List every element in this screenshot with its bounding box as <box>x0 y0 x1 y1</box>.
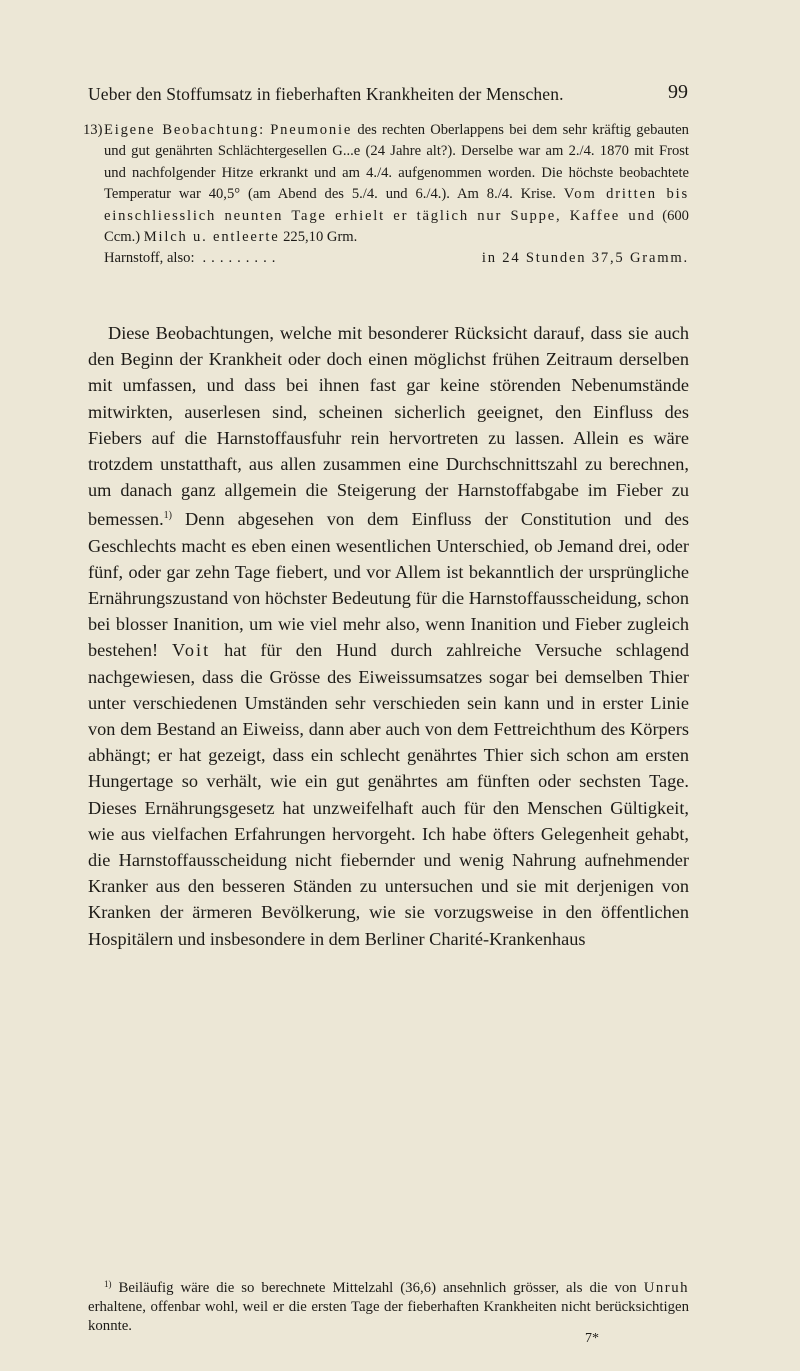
paragraph-text: hat für den Hund durch zahlreiche Versuche schlagend nachgewiesen, dass die Grösse des Eiweissumsatzes sogar bei demselben Thier unter verschiedenen Umständen sehr verschieden sein kann und in erster Linie von dem Bestand an Eiweiss, dann aber auch von dem Fettreichthum des Körpers abhängt; er hat gezeigt, dass ein schlecht genährtes Thier sich schon am ersten Hungertage so verhält, wie ein gut genährtes am fünften oder sechsten Tage. Dieses Ernährungsgesetz hat unzweifelhaft auch für den Menschen Gültigkeit, wie aus vielfachen Erfahrungen hervorgeht. Ich habe öfters Gelegenheit gehabt, die Harnstoffausscheidung nicht fiebernder und wenig Nahrung aufnehmender Kranker aus den besseren Ständen zu untersuchen und sie mit derjenigen von Kranken der ärmeren Bevölkerung, wie sie vorzugsweise in den öffentlichen Hospitälern und insbesondere in dem Berliner Charité-Krankenhaus <box>88 640 689 949</box>
footnote-text: Beiläufig wäre die so berechnete Mittelzahl (36,6) ansehnlich grösser, als die von <box>111 1280 637 1296</box>
observation-diet-2: Milch u. entleerte <box>143 229 280 246</box>
paragraph-text: Diese Beobachtungen, welche mit besonderer Rücksicht darauf, dass sie auch den Beginn der Krankheit oder doch einen möglichst frühen Zeitraum derselben mit umfassen, und dass bei ihnen fast gar keine störenden Nebenumstände mitwirkten, auserlesen sind, scheinen sicherlich geeignet, den Einfluss des Fiebers auf die Harnstoffausfuhr rein hervortreten zu lassen. Allein es wäre trotzdem unstatthaft, aus allen zusammen eine Durchschnittszahl zu berechnen, um danach ganz allgemein die Steigerung der Harnstoffabgabe im Fieber zu bemessen. <box>88 323 689 530</box>
page-number: 99 <box>668 81 688 103</box>
leader-dots: ......... <box>202 250 281 267</box>
footnote-mark: 1) <box>104 1279 112 1289</box>
observation-result: in 24 Stunden 37,5 Gramm. <box>481 250 689 267</box>
observation-entry <box>83 120 689 270</box>
footnote-ref: 1) <box>163 510 172 522</box>
observation-heading: Eigene Beobachtung: <box>104 122 266 138</box>
observation-amount: 225,10 Grm. <box>283 229 358 246</box>
observation-diagnosis: Pneumonie <box>270 122 353 138</box>
observation-text: des rechten Oberlappens bei dem sehr kräftig gebauten und gut genährten Schlächtergesellen G...e (24 Jahre alt?). Derselbe war am 2./4. 1870 mit Frost und nachfolgender Hitze erkrankt und am 4./4. aufgenommen worden. Die höchste beobachtete Temperatur war 40,5° (am Abend des 5./4. und 6./4.). Am 8./4. Krise. <box>104 122 689 203</box>
author-name: Voit <box>172 640 211 661</box>
observation-result-label: Harnstoff, also: <box>104 250 195 267</box>
observation-result-line <box>104 248 689 269</box>
footnote <box>88 1275 689 1337</box>
signature-mark: 7* <box>585 1331 599 1346</box>
author-name: Unruh <box>643 1280 689 1296</box>
paragraph <box>88 320 689 952</box>
main-text <box>88 320 689 952</box>
running-header <box>88 81 688 110</box>
observation-number: 13) <box>83 122 103 138</box>
running-title: Ueber den Stoffumsatz in fieberhaften Krankheiten der Menschen. <box>88 84 564 104</box>
paragraph-text: Denn abgesehen von dem Einfluss der Constitution und des Geschlechts macht es eben einen wesentlichen Unterschied, ob Jemand drei, oder fünf, oder gar zehn Tage fiebert, und vor Allem ist bekanntlich der ursprüngliche Ernährungszustand von höchster Bedeutung für die Harnstoffausscheidung, schon bei blosser Inanition, um wie viel mehr also, wenn Inanition und Fieber zugleich bestehen! <box>88 509 689 661</box>
observation-diet: Vom dritten bis einschliesslich neunten Tage erhielt er täglich nur Suppe, Kaffee und <box>104 186 689 224</box>
observation-volume: (600 Ccm.) <box>104 207 689 246</box>
footnote-text: erhaltene, offenbar wohl, weil er die ersten Tage der fieberhaften Krankheiten nicht berücksichtigen konnte. <box>88 1299 689 1335</box>
